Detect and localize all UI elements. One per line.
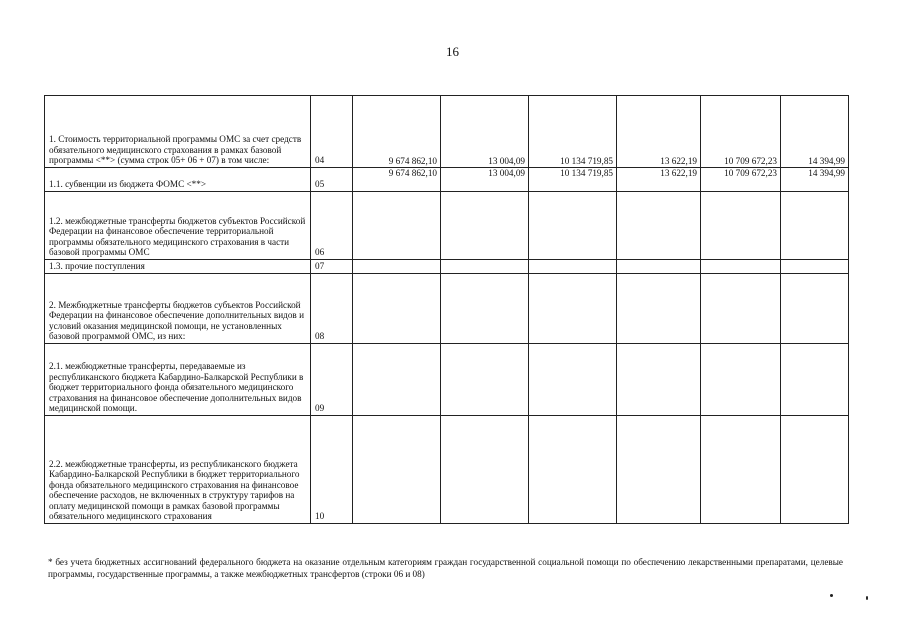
scan-mark: [866, 596, 868, 600]
value-cell: 10 709 672,23: [701, 168, 781, 192]
value-cell: [441, 260, 529, 274]
row-code: 06: [311, 192, 353, 260]
value-cell: [353, 416, 441, 524]
value-cell: 13 004,09: [441, 168, 529, 192]
value-cell: [353, 274, 441, 344]
value-cell: [781, 344, 849, 416]
value-cell: 14 394,99: [781, 96, 849, 168]
value-cell: [781, 260, 849, 274]
value-cell: 13 622,19: [617, 96, 701, 168]
value-cell: [701, 260, 781, 274]
row-code: 07: [311, 260, 353, 274]
row-description: 2.2. межбюджетные трансферты, из республиканского бюджета Кабардино-Балкарской Республики в бюджет территориального фонда обязательного медицинского страхования на финансовое обеспечение расходов, не включенных в структуру тарифов на оплату медицинской помощи в рамках базовой программы обязательного медицинского страхования: [45, 416, 311, 524]
row-description: 1.3. прочие поступления: [45, 260, 311, 274]
row-code: 08: [311, 274, 353, 344]
value-cell: [701, 274, 781, 344]
value-cell: [617, 260, 701, 274]
value-cell: [781, 192, 849, 260]
value-cell: [441, 192, 529, 260]
row-description: 1.2. межбюджетные трансферты бюджетов субъектов Российской Федерации на финансовое обеспечение территориальной программы обязательного медицинского страхования в части базовой программы ОМС: [45, 192, 311, 260]
value-cell: [617, 344, 701, 416]
row-description: 1.1. субвенции из бюджета ФОМС <**>: [45, 168, 311, 192]
row-description: 2.1. межбюджетные трансферты, передаваемые из республиканского бюджета Кабардино-Балкарской Республики в бюджет территориального фонда обязательного медицинского страхования на финансовое обеспечение дополнительных видов медицинской помощи.: [45, 344, 311, 416]
value-cell: 9 674 862,10: [353, 168, 441, 192]
table-row: [45, 192, 849, 260]
row-description: 2. Межбюджетные трансферты бюджетов субъектов Российской Федерации на финансовое обеспечение дополнительных видов и условий оказания медицинской помощи, не установленных базовой программой ОМС, из них:: [45, 274, 311, 344]
value-cell: [353, 344, 441, 416]
value-cell: [529, 416, 617, 524]
scan-mark: [830, 594, 833, 597]
page-number: 16: [446, 44, 459, 59]
row-code: 04: [311, 96, 353, 168]
table-row: [45, 344, 849, 416]
value-cell: [701, 344, 781, 416]
row-code: 09: [311, 344, 353, 416]
value-cell: [441, 416, 529, 524]
value-cell: [617, 274, 701, 344]
value-cell: 10 134 719,85: [529, 168, 617, 192]
table-row: [45, 96, 849, 168]
budget-table: [44, 95, 849, 524]
value-cell: [529, 274, 617, 344]
table-row: [45, 168, 849, 192]
value-cell: [441, 344, 529, 416]
footnote: * без учета бюджетных ассигнований федерального бюджета на оказание отдельным категориям граждан государственной социальной помощи по обеспечению лекарственными препаратами, целевые программы, государственные программы, а также межбюджетных трансфертов (строки 06 и 08): [48, 557, 843, 579]
value-cell: 13 004,09: [441, 96, 529, 168]
table-row: [45, 416, 849, 524]
value-cell: [353, 192, 441, 260]
table-row: [45, 260, 849, 274]
value-cell: 10 709 672,23: [701, 96, 781, 168]
value-cell: [781, 274, 849, 344]
value-cell: [353, 260, 441, 274]
value-cell: [617, 416, 701, 524]
table-row: [45, 274, 849, 344]
row-description: 1. Стоимость территориальной программы ОМС за счет средств обязательного медицинского страхования в рамках базовой программы <**> (сумма строк 05+ 06 + 07) в том числе:: [45, 96, 311, 168]
row-code: 10: [311, 416, 353, 524]
value-cell: 9 674 862,10: [353, 96, 441, 168]
value-cell: [529, 344, 617, 416]
value-cell: [781, 416, 849, 524]
value-cell: [441, 274, 529, 344]
value-cell: [701, 192, 781, 260]
row-code: 05: [311, 168, 353, 192]
value-cell: [529, 192, 617, 260]
value-cell: [529, 260, 617, 274]
value-cell: [701, 416, 781, 524]
value-cell: 14 394,99: [781, 168, 849, 192]
value-cell: 10 134 719,85: [529, 96, 617, 168]
value-cell: 13 622,19: [617, 168, 701, 192]
value-cell: [617, 192, 701, 260]
